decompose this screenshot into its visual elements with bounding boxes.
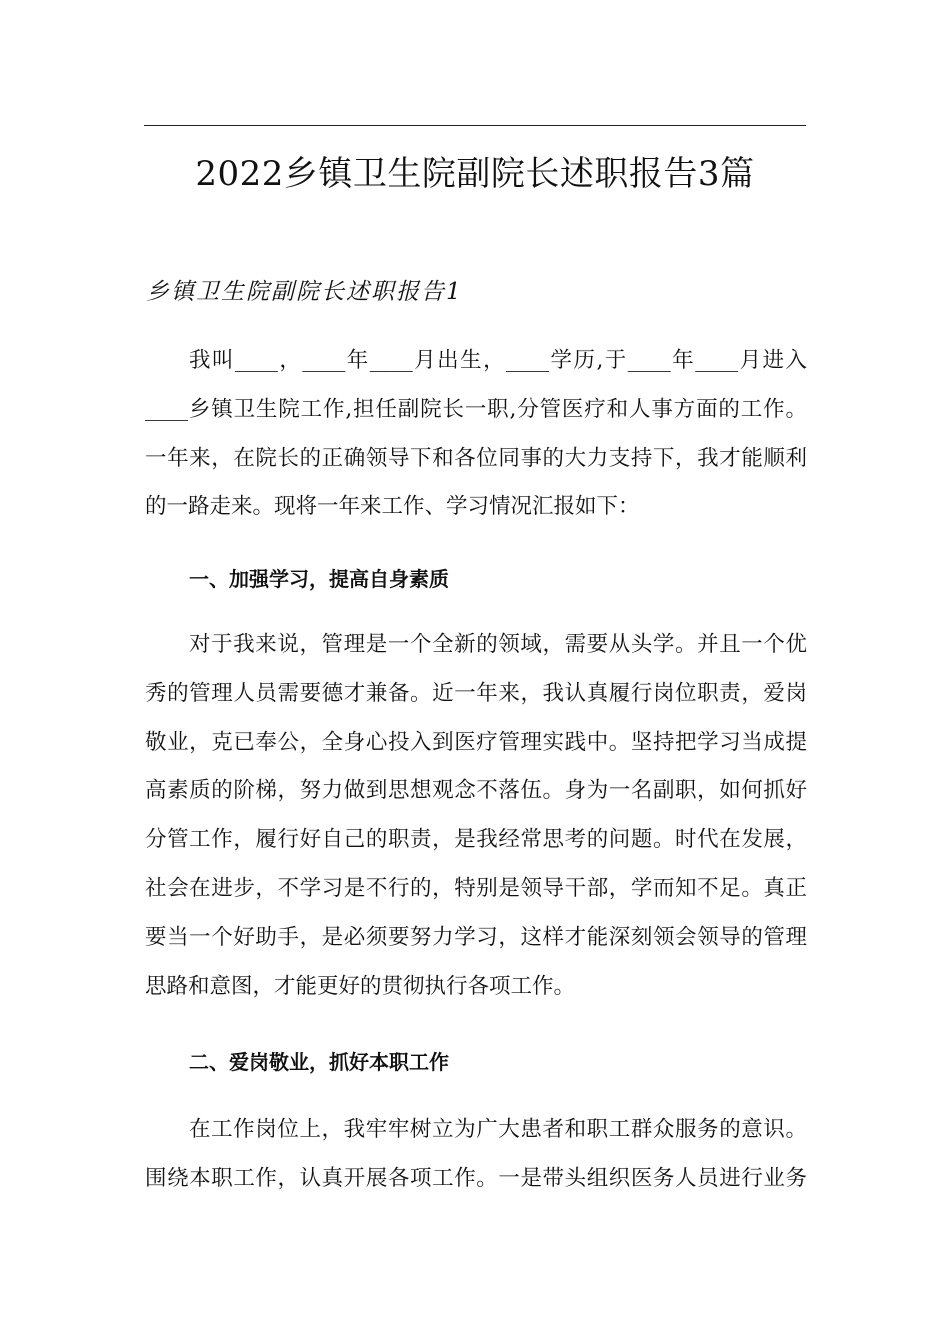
paragraph-line: 我叫____，____年____月出生，____学历,于____年____月进入 <box>189 348 807 373</box>
paragraph-line: 要当一个好助手，是必须要努力学习，这样才能深刻领会领导的管理 <box>145 924 807 950</box>
document-title: 2022乡镇卫生院副院长述职报告3篇 <box>195 154 755 194</box>
paragraph-line: 的一路走来。现将一年来工作、学习情况汇报如下： <box>145 494 640 520</box>
paragraph-line: 社会在进步，不学习是不行的，特别是领导干部，学而知不足。真正 <box>145 875 807 901</box>
intro-paragraph <box>145 337 807 532</box>
paragraph-line: 秀的管理人员需要德才兼备。近一年来，我认真履行岗位职责，爱岗 <box>145 680 807 706</box>
paragraph-line: 思路和意图，才能更好的贯彻执行各项工作。 <box>145 973 576 999</box>
paragraph-line: 高素质的阶梯，努力做到思想观念不落伍。身为一名副职，如何抓好 <box>145 778 807 804</box>
paragraph-line: 在工作岗位上，我牢牢树立为广大患者和职工群众服务的意识。 <box>189 1117 807 1142</box>
paragraph-line: 分管工作，履行好自己的职责，是我经常思考的问题。时代在发展， <box>145 827 807 853</box>
report-title: 乡镇卫生院副院长述职报告1 <box>146 279 463 305</box>
paragraph-line: ____乡镇卫生院工作,担任副院长一职,分管医疗和人事方面的工作。 <box>145 396 807 422</box>
paragraph-line: 对于我来说，管理是一个全新的领域，需要从头学。并且一个优 <box>189 632 807 657</box>
section-heading-1: 一、加强学习，提高自身素质 <box>189 567 449 591</box>
paragraph-line: 一年来，在院长的正确领导下和各位同事的大力支持下，我才能顺利 <box>145 445 807 471</box>
section2-paragraph <box>145 1106 807 1204</box>
paragraph-line: 围绕本职工作，认真开展各项工作。一是带头组织医务人员进行业务 <box>145 1165 807 1191</box>
paragraph-line: 敬业，克已奉公，全身心投入到医疗管理实践中。坚持把学习当成提 <box>145 729 807 755</box>
section-heading-2: 二、爱岗敬业，抓好本职工作 <box>189 1050 449 1074</box>
section1-paragraph <box>145 621 807 1011</box>
header-rule <box>144 125 806 126</box>
